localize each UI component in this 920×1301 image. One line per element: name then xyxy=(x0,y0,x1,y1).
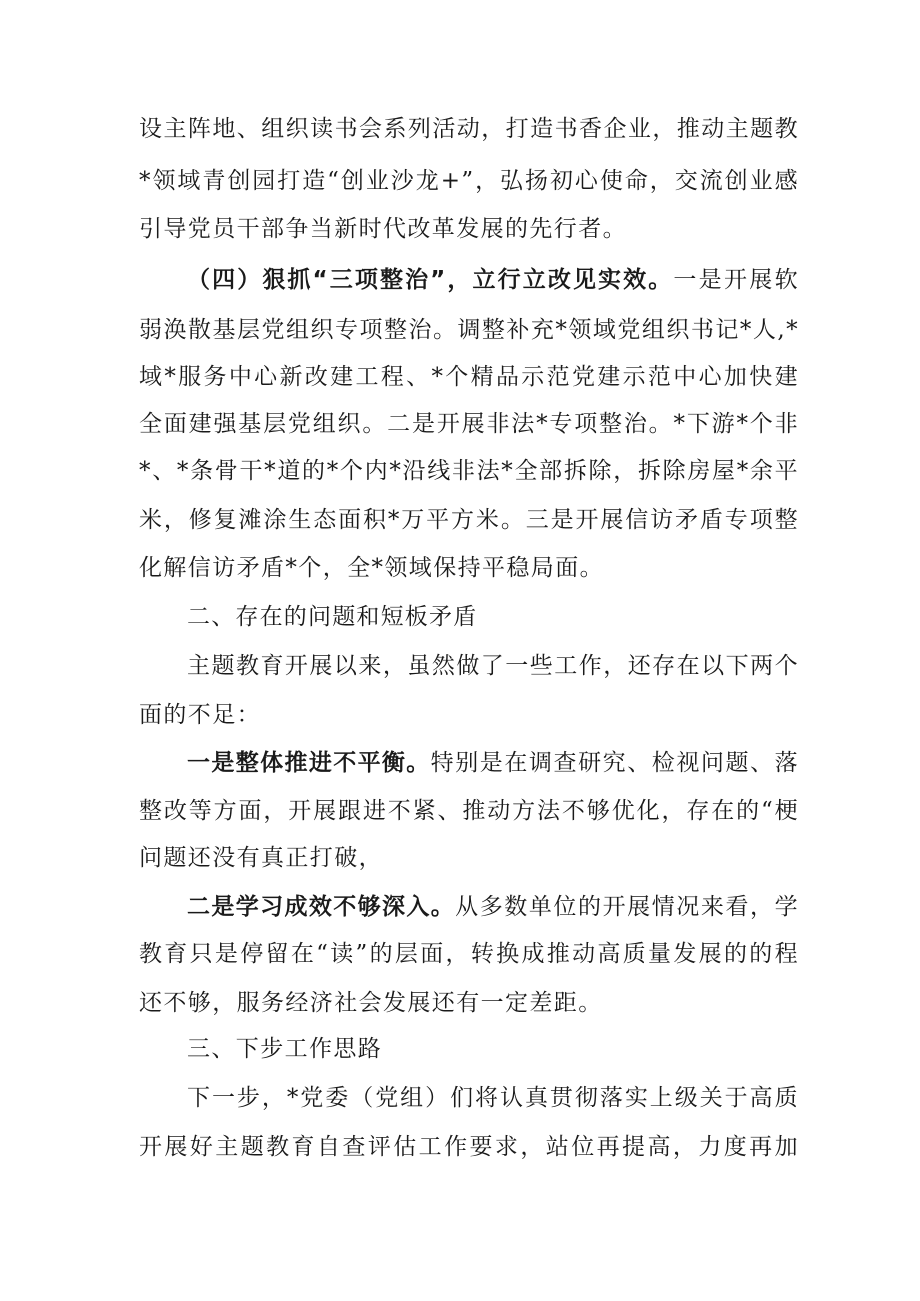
line-text: 下一步，*党委（党组）们将认真贯彻落实上级关于高质 xyxy=(187,1085,799,1111)
line-text: 米，修复滩涂生态面积*万平方米。三是开展信访矛盾专项整 xyxy=(139,507,799,533)
paragraph-line xyxy=(139,700,799,730)
section-title-text: 三、下步工作思路 xyxy=(187,1036,383,1062)
point-line xyxy=(187,748,799,778)
line-text: 引导党员干部争当新时代改革发展的先行者。 xyxy=(139,216,627,242)
section-title xyxy=(187,1034,847,1064)
point-lead-bold: 一是整体推进不平衡。 xyxy=(187,750,431,776)
paragraph-line xyxy=(139,114,799,144)
line-text: 整改等方面，开展跟进不紧、推动方法不够优化，存在的“梗 xyxy=(139,798,799,824)
line-text: 教育只是停留在“读”的层面，转换成推动高质量发展的的程 xyxy=(139,941,799,967)
paragraph-line xyxy=(139,214,799,244)
section-title xyxy=(187,602,847,632)
paragraph-line xyxy=(139,409,799,439)
line-text: 从多数单位的开展情况来看，学 xyxy=(455,894,799,920)
section-heading-line xyxy=(187,265,799,295)
point-line xyxy=(187,892,799,922)
paragraph-line xyxy=(139,1132,799,1162)
paragraph-line xyxy=(139,505,799,535)
paragraph-line xyxy=(139,988,799,1018)
line-text: 面的不足： xyxy=(139,702,261,728)
paragraph-line xyxy=(139,166,799,196)
line-text: 特别是在调查研究、检视问题、落 xyxy=(430,750,799,776)
paragraph-line xyxy=(139,362,799,392)
line-text: 弱涣散基层党组织专项整治。调整补充*领域党组织书记*人,* xyxy=(139,317,799,343)
line-text: *领域青创园打造“创业沙龙+”，弘扬初心使命，交流创业感 xyxy=(139,168,799,194)
paragraph-line xyxy=(187,1083,799,1113)
line-text: *、*条骨干*道的*个内*沿线非法*全部拆除，拆除房屋*余平 xyxy=(139,458,799,484)
line-text: 全面建强基层党组织。二是开展非法*专项整治。*下游*个非 xyxy=(139,411,799,437)
paragraph-line xyxy=(139,939,799,969)
section-title-text: 二、存在的问题和短板矛盾 xyxy=(187,604,478,630)
point-lead-bold: 二是学习成效不够深入。 xyxy=(187,894,456,920)
line-text: 化解信访矛盾*个，全*领域保持平稳局面。 xyxy=(139,555,604,581)
paragraph-line xyxy=(187,651,799,681)
line-text: 主题教育开展以来，虽然做了一些工作，还存在以下两个 xyxy=(187,653,799,679)
paragraph-line xyxy=(139,843,799,873)
line-text: 域*服务中心新改建工程、*个精品示范党建示范中心加快建 xyxy=(139,364,799,390)
line-text: 问题还没有真正打破， xyxy=(139,845,383,871)
paragraph-line xyxy=(139,553,799,583)
line-text: 设主阵地、组织读书会系列活动，打造书香企业，推动主题教 xyxy=(139,116,799,142)
line-text: 开展好主题教育自查评估工作要求，站位再提高，力度再加 xyxy=(139,1134,799,1160)
section-heading-bold: （四）狠抓“三项整治”，立行立改见实效。 xyxy=(187,267,674,293)
line-text: 还不够，服务经济社会发展还有一定差距。 xyxy=(139,990,603,1016)
paragraph-line xyxy=(139,796,799,826)
line-text: 一是开展软 xyxy=(673,267,799,293)
paragraph-line xyxy=(139,315,799,345)
paragraph-line xyxy=(139,456,799,486)
